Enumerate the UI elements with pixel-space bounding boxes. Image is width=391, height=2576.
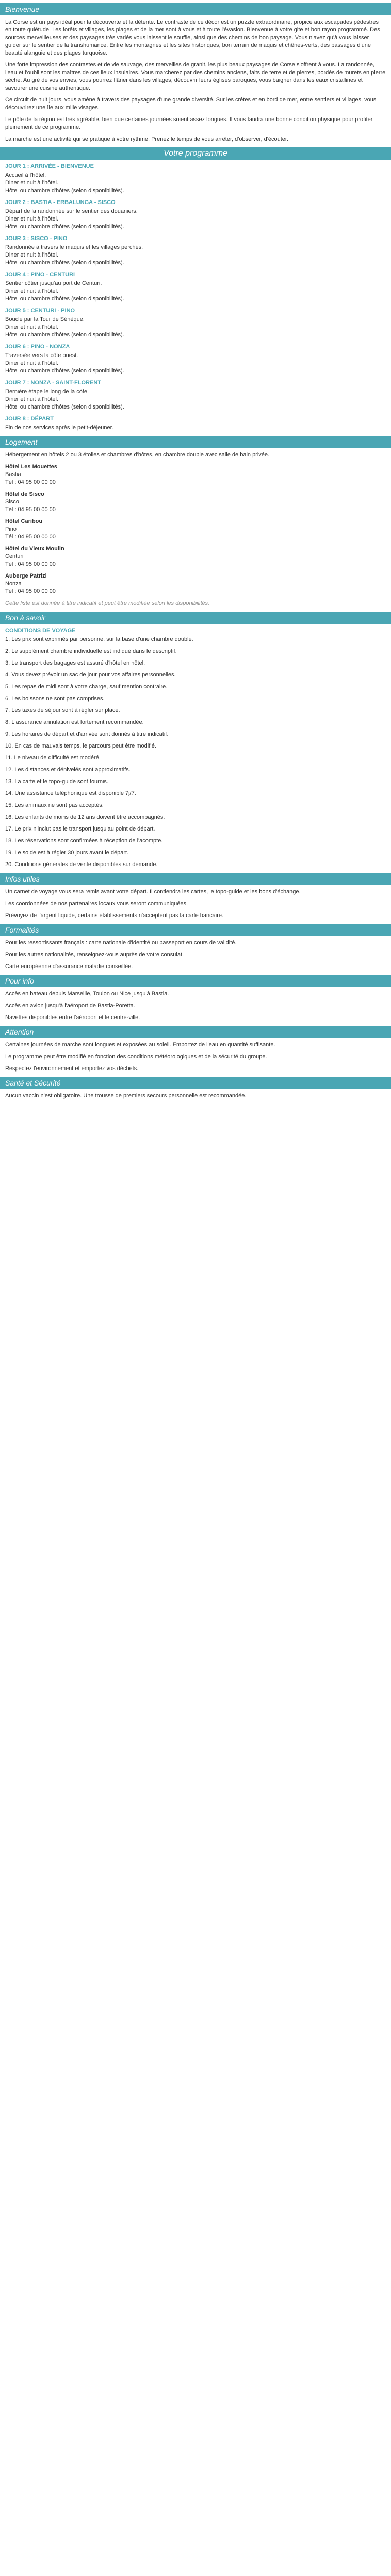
paragraph: Accès en bateau depuis Marseille, Toulon ou Nice jusqu'à Bastia. bbox=[5, 991, 169, 997]
hotel-name: Hôtel Les Mouettes bbox=[5, 464, 57, 470]
condition-item: 3. Le transport des bagages est assuré d'hôtel en hôtel. bbox=[5, 660, 145, 666]
paragraph: Aucun vaccin n'est obligatoire. Une trousse de premiers secours personnelle est recommandée. bbox=[5, 1093, 247, 1099]
hotel-line: Pino bbox=[5, 526, 17, 532]
programme-day bbox=[5, 235, 386, 267]
hotel-line: Tél : 04 95 00 00 00 bbox=[5, 588, 56, 595]
sante-content bbox=[0, 1092, 391, 1100]
day-line: Diner et nuit à l'hôtel. bbox=[5, 216, 58, 222]
day-line: Hôtel ou chambre d'hôtes (selon disponibilités). bbox=[5, 260, 124, 266]
section-header-sante: Santé et Sécurité bbox=[0, 1077, 391, 1089]
paragraph: Certaines journées de marche sont longues et exposées au soleil. Emportez de l'eau en quantité suffisante. bbox=[5, 1042, 275, 1048]
day-title: JOUR 2 : BASTIA - ERBALUNGA - SISCO bbox=[5, 199, 116, 206]
paragraph: Pour les autres nationalités, renseignez-vous auprès de votre consulat. bbox=[5, 952, 184, 958]
hotel-line: Bastia bbox=[5, 471, 21, 478]
day-line: Boucle par la Tour de Sénèque. bbox=[5, 316, 85, 323]
section-header-infos-utiles: Infos utiles bbox=[0, 873, 391, 885]
bienvenue-content bbox=[0, 19, 391, 143]
day-line: Fin de nos services après le petit-déjeuner. bbox=[5, 425, 113, 431]
condition-item: 7. Les taxes de séjour sont à régler sur place. bbox=[5, 707, 120, 714]
programme-day bbox=[5, 163, 386, 195]
paragraph: Carte européenne d'assurance maladie conseillée. bbox=[5, 963, 133, 970]
day-title: JOUR 4 : PINO - CENTURI bbox=[5, 272, 75, 278]
paragraph: Ce circuit de huit jours, vous amène à travers des paysages d'une grande diversité. Sur les crêtes et en bord de mer, entre sentiers et villages, vous découvrirez une île aux mille visages. bbox=[5, 97, 377, 111]
day-line: Diner et nuit à l'hôtel. bbox=[5, 288, 58, 294]
condition-item: 12. Les distances et dénivelés sont approximatifs. bbox=[5, 767, 131, 773]
day-title: JOUR 7 : NONZA - SAINT-FLORENT bbox=[5, 380, 101, 386]
day-line: Départ de la randonnée sur le sentier des douaniers. bbox=[5, 208, 138, 214]
programme-day bbox=[5, 199, 386, 231]
infos-utiles-content bbox=[0, 888, 391, 920]
paragraph: Le programme peut être modifié en fonction des conditions météorologiques et de la sécurité du groupe. bbox=[5, 1054, 267, 1060]
condition-item: 14. Une assistance téléphonique est disponible 7j/7. bbox=[5, 790, 136, 796]
hotel-item bbox=[5, 518, 386, 541]
day-line: Diner et nuit à l'hôtel. bbox=[5, 252, 58, 258]
conditions-list bbox=[5, 636, 386, 869]
note: Cette liste est donnée à titre indicatif et peut être modifiée selon les disponibilités. bbox=[5, 600, 210, 606]
condition-item: 20. Conditions générales de vente disponibles sur demande. bbox=[5, 861, 158, 868]
hotel-item bbox=[5, 572, 386, 596]
condition-item: 13. La carte et le topo-guide sont fournis. bbox=[5, 778, 108, 785]
section-header-hebergement: Logement bbox=[0, 436, 391, 448]
paragraph: Prévoyez de l'argent liquide, certains établissements n'acceptent pas la carte bancaire. bbox=[5, 912, 224, 919]
attention-content bbox=[0, 1041, 391, 1073]
programme-day bbox=[5, 415, 386, 432]
day-line: Dernière étape le long de la côte. bbox=[5, 388, 89, 395]
day-line: Hôtel ou chambre d'hôtes (selon disponibilités). bbox=[5, 296, 124, 302]
day-title: JOUR 1 : ARRIVÉE - BIENVENUE bbox=[5, 163, 94, 170]
section-header-bon-a-savoir: Bon à savoir bbox=[0, 612, 391, 624]
day-line: Randonnée à travers le maquis et les villages perchés. bbox=[5, 244, 143, 250]
paragraph: Les coordonnées de nos partenaires locaux vous seront communiquées. bbox=[5, 901, 188, 907]
hotel-line: Tél : 04 95 00 00 00 bbox=[5, 534, 56, 540]
condition-item: 5. Les repas de midi sont à votre charge, sauf mention contraire. bbox=[5, 684, 168, 690]
condition-item: 6. Les boissons ne sont pas comprises. bbox=[5, 696, 105, 702]
hotel-name: Hôtel de Sisco bbox=[5, 491, 44, 497]
condition-item: 15. Les animaux ne sont pas acceptés. bbox=[5, 802, 104, 808]
day-line: Diner et nuit à l'hôtel. bbox=[5, 396, 58, 402]
paragraph: Respectez l'environnement et emportez vos déchets. bbox=[5, 1065, 139, 1072]
hotel-list bbox=[5, 463, 386, 596]
day-line: Diner et nuit à l'hôtel. bbox=[5, 180, 58, 186]
day-line: Sentier côtier jusqu'au port de Centuri. bbox=[5, 280, 102, 286]
paragraph: Le pôle de la région est très agréable, bien que certaines journées soient assez longues. Il vous faudra une bonne condition physique pour profiter pleinement de ce programme. bbox=[5, 116, 373, 130]
condition-item: 2. Le supplément chambre individuelle est indiqué dans le descriptif. bbox=[5, 648, 177, 654]
paragraph: Hébergement en hôtels 2 ou 3 étoiles et chambres d'hôtes, en chambre double avec salle de bain privée. bbox=[5, 452, 270, 458]
hotel-line: Tél : 04 95 00 00 00 bbox=[5, 561, 56, 567]
day-line: Traversée vers la côte ouest. bbox=[5, 352, 78, 359]
formalites-content bbox=[0, 939, 391, 971]
day-line: Diner et nuit à l'hôtel. bbox=[5, 324, 58, 330]
programme-day bbox=[5, 271, 386, 303]
day-title: JOUR 6 : PINO - NONZA bbox=[5, 344, 70, 350]
condition-item: 16. Les enfants de moins de 12 ans doivent être accompagnés. bbox=[5, 814, 165, 820]
hotel-name: Auberge Patrizi bbox=[5, 573, 47, 579]
hotel-name: Hôtel Caribou bbox=[5, 518, 43, 524]
paragraph: Un carnet de voyage vous sera remis avant votre départ. Il contiendra les cartes, le topo-guide et les bons d'échange. bbox=[5, 889, 301, 895]
paragraph: Accès en avion jusqu'à l'aéroport de Bastia-Poretta. bbox=[5, 1003, 135, 1009]
day-line: Accueil à l'hôtel. bbox=[5, 172, 46, 178]
hotel-line: Sisco bbox=[5, 499, 19, 505]
condition-item: 1. Les prix sont exprimés par personne, sur la base d'une chambre double. bbox=[5, 636, 193, 642]
paragraph: La marche est une activité qui se pratique à votre rythme. Prenez le temps de vous arrêter, d'observer, d'écouter. bbox=[5, 136, 288, 142]
paragraph: La Corse est un pays idéal pour la découverte et la détente. Le contraste de ce décor est un puzzle extraordinaire, propice aux escapades pédestres en toute quiétude. Les forêts et villages, les plages et de la mer sont à vous et à toute l'évasion. Bienvenue à votre gite et bon rayon programmé. Des sources merveilleuses et des paysages très variés vous laissent le souffle, ainsi que des chemins de bon paysage. Vous n'avez qu'à vous laisser guider sur le sentier de la transhumance. Entre les montagnes et les sites historiques, bon terrain de maquis et chênes-verts, des passages d'une beauté alanguie et des plages turquoise. bbox=[5, 19, 380, 56]
section-header-pour-info: Pour info bbox=[0, 975, 391, 987]
programme-day bbox=[5, 343, 386, 375]
hotel-item bbox=[5, 463, 386, 486]
paragraph: Pour les ressortissants français : carte nationale d'identité ou passeport en cours de validité. bbox=[5, 940, 237, 946]
condition-item: 11. Le niveau de difficulté est modéré. bbox=[5, 755, 101, 761]
condition-item: 19. Le solde est à régler 30 jours avant le départ. bbox=[5, 850, 129, 856]
hotel-line: Centuri bbox=[5, 553, 24, 560]
section-header-programme: Votre programme bbox=[0, 147, 391, 160]
day-title: JOUR 5 : CENTURI - PINO bbox=[5, 308, 75, 314]
section-header-attention: Attention bbox=[0, 1026, 391, 1038]
hotel-name: Hôtel du Vieux Moulin bbox=[5, 546, 64, 552]
condition-item: 10. En cas de mauvais temps, le parcours peut être modifié. bbox=[5, 743, 156, 749]
section-header-formalites: Formalités bbox=[0, 924, 391, 936]
condition-item: 9. Les horaires de départ et d'arrivée sont donnés à titre indicatif. bbox=[5, 731, 169, 737]
programme-content bbox=[0, 163, 391, 432]
subtitle: CONDITIONS DE VOYAGE bbox=[5, 628, 76, 634]
pour-info-content bbox=[0, 990, 391, 1022]
day-line: Hôtel ou chambre d'hôtes (selon disponibilités). bbox=[5, 404, 124, 410]
hebergement-content bbox=[0, 451, 391, 607]
section-header-bienvenue: Bienvenue bbox=[0, 3, 391, 15]
day-line: Diner et nuit à l'hôtel. bbox=[5, 360, 58, 366]
bon-a-savoir-content bbox=[0, 627, 391, 869]
hotel-item bbox=[5, 490, 386, 514]
condition-item: 18. Les réservations sont confirmées à réception de l'acompte. bbox=[5, 838, 163, 844]
day-line: Hôtel ou chambre d'hôtes (selon disponibilités). bbox=[5, 224, 124, 230]
day-title: JOUR 8 : DÉPART bbox=[5, 416, 54, 422]
hotel-line: Tél : 04 95 00 00 00 bbox=[5, 479, 56, 485]
programme-day bbox=[5, 307, 386, 339]
paragraph: Navettes disponibles entre l'aéroport et le centre-ville. bbox=[5, 1014, 140, 1021]
condition-item: 17. Le prix n'inclut pas le transport jusqu'au point de départ. bbox=[5, 826, 155, 832]
condition-item: 8. L'assurance annulation est fortement recommandée. bbox=[5, 719, 144, 725]
day-title: JOUR 3 : SISCO - PINO bbox=[5, 235, 68, 242]
condition-item: 4. Vous devez prévoir un sac de jour pour vos affaires personnelles. bbox=[5, 672, 176, 678]
hotel-item bbox=[5, 545, 386, 568]
day-line: Hôtel ou chambre d'hôtes (selon disponibilités). bbox=[5, 332, 124, 338]
hotel-line: Tél : 04 95 00 00 00 bbox=[5, 506, 56, 513]
paragraph: Une forte impression des contrastes et de vie sauvage, des merveilles de granit, les plus beaux paysages de Corse s'offrent à vous. La randonnée, l'eau et l'oubli sont les maîtres de ces lieux insulaires. Vous marcherez par des chemins anciens, faits de terre et de pierres, bordés de murets en pierre sèche. Au gré de vos envies, vous pourrez flâner dans les villages, découvrir leurs églises baroques, vous baigner dans les eaux cristallines et savourer une cuisine authentique. bbox=[5, 62, 386, 91]
day-line: Hôtel ou chambre d'hôtes (selon disponibilités). bbox=[5, 188, 124, 194]
hotel-line: Nonza bbox=[5, 581, 22, 587]
day-line: Hôtel ou chambre d'hôtes (selon disponibilités). bbox=[5, 368, 124, 374]
programme-day bbox=[5, 379, 386, 411]
